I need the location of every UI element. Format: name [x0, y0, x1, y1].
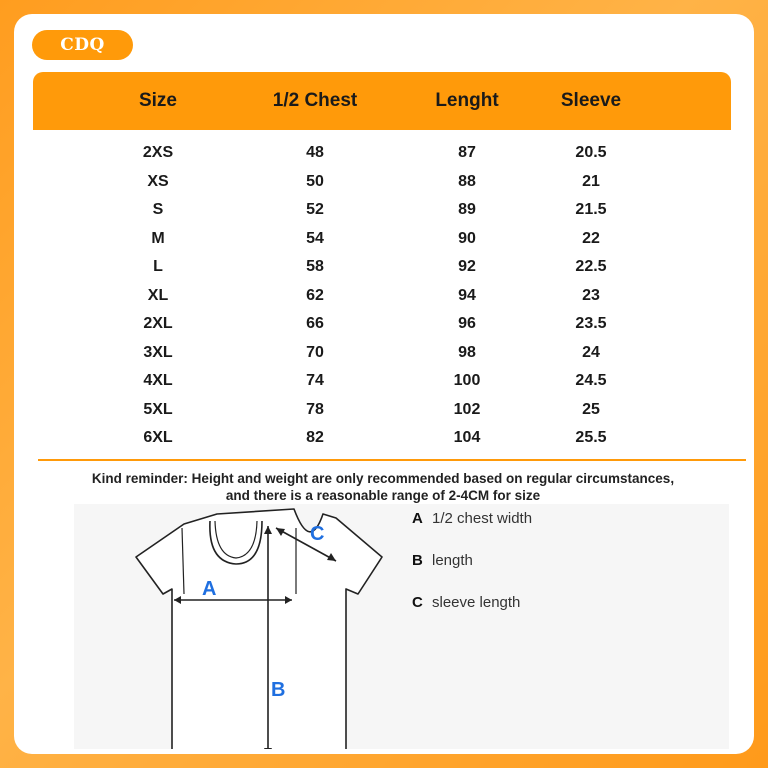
cell-length: 96 [458, 315, 476, 332]
cell-sleeve: 23.5 [575, 315, 607, 332]
cell-chest: 50 [306, 172, 324, 190]
cell-length: 102 [453, 400, 481, 418]
cell-chest: 70 [306, 343, 324, 361]
label-c: C [310, 523, 325, 545]
cell-size: 5XL [143, 400, 173, 418]
cell-sleeve: 23 [582, 286, 600, 304]
label-a: A [202, 578, 217, 600]
cell-chest: 52 [306, 201, 324, 218]
table-row [33, 139, 731, 168]
legend-item [412, 552, 532, 594]
cell-length: 87 [458, 144, 476, 161]
header-sleeve: Sleeve [560, 90, 622, 111]
tshirt-diagram [74, 504, 729, 749]
cell-length: 100 [453, 372, 481, 389]
table-header [33, 72, 731, 130]
section-divider [38, 459, 746, 461]
cell-chest: 74 [306, 372, 324, 389]
table-row [33, 282, 731, 311]
table-row [33, 310, 731, 339]
legend-key-b: B [412, 552, 423, 569]
cell-chest: 58 [306, 258, 324, 275]
table-body [33, 130, 731, 453]
legend-text-b: length [432, 552, 473, 569]
cell-size: XS [147, 172, 169, 190]
cell-chest: 66 [306, 315, 324, 332]
cell-chest: 82 [306, 429, 324, 446]
cell-size: 2XL [143, 315, 173, 332]
cell-size: XL [147, 286, 169, 304]
size-chart-card [14, 14, 754, 754]
cell-length: 89 [458, 201, 476, 218]
cell-sleeve: 20.5 [575, 144, 607, 161]
reminder-line-1: Kind reminder: Height and weight are only recommended based on regular circumstances, [91, 471, 675, 486]
cell-chest: 78 [306, 400, 324, 418]
table-row [33, 367, 731, 396]
cell-size: M [151, 229, 165, 247]
table-row [33, 196, 731, 225]
legend-text-a: 1/2 chest width [432, 510, 533, 527]
cell-chest: 54 [306, 229, 324, 247]
cell-sleeve: 25 [582, 400, 600, 418]
cell-size: L [153, 258, 163, 275]
table-row [33, 253, 731, 282]
table-row [33, 168, 731, 197]
cell-size: 6XL [143, 429, 173, 446]
cell-sleeve: 25.5 [575, 429, 607, 446]
cell-sleeve: 21 [582, 172, 600, 190]
cell-chest: 48 [306, 144, 324, 161]
table-row [33, 396, 731, 425]
table-row [33, 339, 731, 368]
diagram-area [74, 504, 729, 749]
cell-size: 3XL [143, 343, 173, 361]
legend-key-a: A [412, 510, 423, 527]
legend-item [412, 594, 532, 636]
cell-chest: 62 [306, 286, 324, 304]
header-size: Size [138, 90, 178, 111]
cell-length: 92 [458, 258, 476, 275]
legend-key-c: C [412, 594, 423, 611]
cell-size: 2XS [142, 144, 174, 161]
legend-text-c: sleeve length [432, 594, 521, 611]
cell-length: 94 [458, 286, 476, 304]
cell-length: 90 [458, 229, 476, 247]
cell-size: S [152, 201, 164, 218]
size-table [33, 72, 731, 453]
measurement-legend [412, 510, 532, 636]
label-b: B [271, 679, 286, 701]
cell-sleeve: 24.5 [575, 372, 607, 389]
cell-length: 104 [453, 429, 481, 446]
brand-badge: CDQ [32, 30, 133, 60]
cell-size: 4XL [143, 372, 173, 389]
header-half-chest: 1/2 Chest [272, 90, 358, 111]
cell-sleeve: 22 [582, 229, 600, 247]
table-row [33, 225, 731, 254]
kind-reminder [34, 470, 732, 504]
table-row [33, 424, 731, 453]
reminder-line-2: and there is a reasonable range of 2-4CM for size [225, 488, 541, 503]
cell-length: 98 [458, 343, 476, 361]
cell-length: 88 [458, 172, 476, 190]
cell-sleeve: 24 [582, 343, 600, 361]
legend-item [412, 510, 532, 552]
header-length: Lenght [435, 90, 499, 111]
cell-sleeve: 22.5 [575, 258, 607, 275]
cell-sleeve: 21.5 [575, 201, 607, 218]
